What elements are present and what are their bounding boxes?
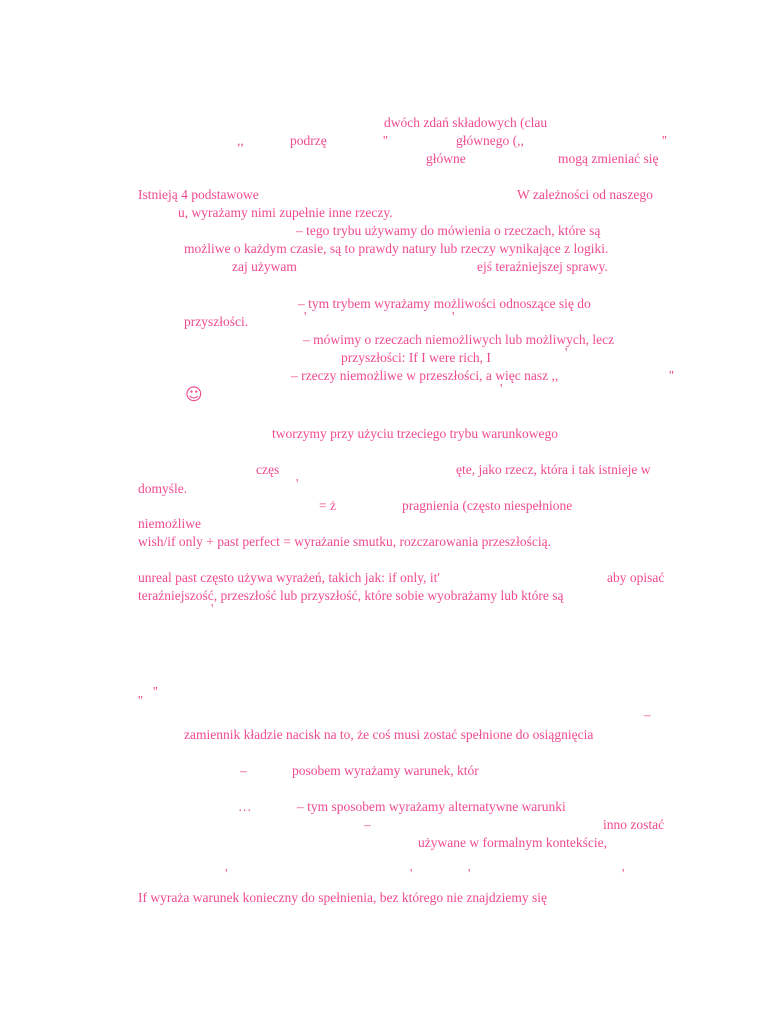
- text-fragment: częs: [256, 462, 280, 477]
- text-fragment: zamiennik kładzie nacisk na to, że coś musi zostać spełnione do osiągnięcia: [184, 727, 594, 742]
- quote-mark: ': [452, 309, 455, 324]
- text-fragment: aby opisać: [607, 570, 665, 585]
- text-fragment: – mówimy o rzeczach niemożliwych lub możliwych, lecz: [303, 332, 615, 347]
- text-fragment: przyszłości.: [184, 314, 249, 329]
- text-fragment: – rzeczy niemożliwe w przeszłości, a więc nasz ,,: [291, 368, 559, 383]
- text-fragment: u, wyrażamy nimi zupełnie inne rzeczy.: [178, 205, 393, 220]
- quote-mark: '': [383, 133, 388, 148]
- text-fragment: inno zostać: [603, 817, 665, 832]
- text-fragment: niemożliwe: [138, 516, 201, 531]
- text-fragment: zaj używam: [232, 259, 297, 274]
- text-fragment: = ż: [319, 498, 336, 513]
- text-fragment: domyśle.: [138, 481, 188, 496]
- quote-mark: '': [153, 684, 158, 699]
- quote-mark: ': [296, 476, 299, 491]
- text-fragment: główne: [426, 151, 466, 166]
- text-fragment: mogą zmieniać się: [558, 151, 659, 166]
- text-fragment: –: [364, 817, 371, 832]
- text-fragment: W zależności od naszego: [517, 187, 653, 202]
- quote-mark: ': [468, 866, 471, 881]
- quote-mark: ': [225, 866, 228, 881]
- text-fragment: przyszłości: If I were rich, I: [341, 350, 491, 365]
- text-fragment: –: [644, 707, 651, 722]
- quote-mark: ': [500, 381, 503, 396]
- smiley-icon: ☺: [185, 385, 203, 405]
- text-fragment: –: [240, 763, 247, 778]
- quote-mark: ': [211, 601, 214, 616]
- text-fragment: głównego (,,: [456, 133, 524, 148]
- quote-mark: ': [565, 345, 568, 360]
- quote-mark: '': [669, 368, 674, 383]
- text-fragment: ęte, jako rzecz, która i tak istnieje w: [456, 462, 651, 477]
- quote-mark: '': [138, 693, 143, 708]
- text-fragment: Istnieją 4 podstawowe: [138, 187, 259, 202]
- text-fragment: – tego trybu używamy do mówienia o rzeczach, które są: [296, 223, 601, 238]
- quote-mark: ': [410, 866, 413, 881]
- text-fragment: pragnienia (często niespełnione: [402, 498, 573, 513]
- text-fragment: używane w formalnym kontekście,: [418, 835, 607, 850]
- text-fragment: unreal past często używa wyrażeń, takich jak: if only, it': [138, 570, 440, 585]
- text-fragment: podrzę: [290, 133, 327, 148]
- text-fragment: If wyraża warunek konieczny do spełnienia, bez którego nie znajdziemy się: [138, 890, 547, 905]
- quote-mark: ': [622, 866, 625, 881]
- quote-mark: ': [304, 309, 307, 324]
- text-fragment: …: [238, 799, 252, 814]
- text-fragment: – tym trybem wyrażamy możliwości odnoszące się do: [298, 296, 591, 311]
- text-fragment: ejś teraźniejszej sprawy.: [477, 259, 608, 274]
- quote-mark: '': [662, 133, 667, 148]
- quote-mark: ,,: [237, 133, 244, 148]
- text-fragment: tworzymy przy użyciu trzeciego trybu warunkowego: [272, 426, 559, 441]
- text-fragment: – tym sposobem wyrażamy alternatywne warunki: [297, 799, 566, 814]
- text-fragment: możliwe o każdym czasie, są to prawdy natury lub rzeczy wynikające z logiki.: [184, 241, 609, 256]
- text-fragment: teraźniejszość, przeszłość lub przyszłość, które sobie wyobrażamy lub które są: [138, 588, 564, 603]
- text-fragment: wish/if only + past perfect = wyrażanie smutku, rozczarowania przeszłością.: [138, 534, 551, 549]
- text-fragment: posobem wyrażamy warunek, któr: [292, 763, 479, 778]
- text-fragment: dwóch zdań składowych (clau: [384, 115, 548, 130]
